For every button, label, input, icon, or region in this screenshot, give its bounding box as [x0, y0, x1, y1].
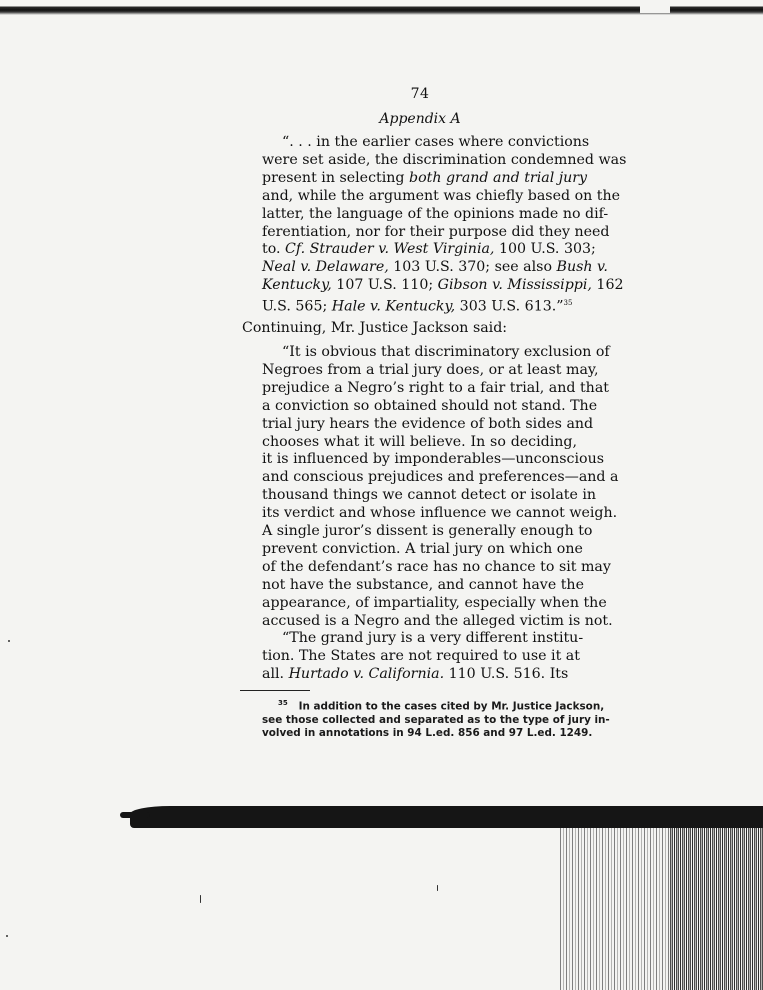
scan-top-border [0, 0, 763, 16]
footnote-line: $^{35}$ In addition to the cases cited by Mr. Justice Jackson, [278, 699, 605, 713]
text-line: all. Hurtado v. California. 110 U.S. 516. Its [262, 665, 569, 682]
text-line: prejudice a Negro’s right to a fair trial, and that [262, 379, 609, 396]
text-line: were set aside, the discrimination condemned was [262, 151, 627, 168]
text-line: trial jury hears the evidence of both sides and [262, 415, 594, 432]
text-line: chooses what it will believe. In so deciding, [262, 433, 577, 450]
text-line: not have the substance, and cannot have the [262, 576, 584, 593]
text-line: U.S. 565; Hale v. Kentucky, 303 U.S. 613.”$^{35}$ [262, 298, 573, 315]
text-line: thousand things we cannot detect or isolate in [262, 487, 597, 504]
text-line: of the defendant’s race has no chance to sit may [262, 558, 611, 575]
text-line: it is influenced by imponderables—unconscious [262, 451, 605, 468]
text-line: Neal v. Delaware, 103 U.S. 370; see also Bush v. [262, 259, 608, 276]
scan-speck [200, 895, 201, 903]
text-line: present in selecting both grand and trial jury [262, 169, 588, 186]
footnote-divider [240, 690, 310, 691]
text-line: a conviction so obtained should not stand. The [262, 397, 598, 414]
text-line: and, while the argument was chiefly based on the [262, 187, 620, 204]
appendix-title: Appendix A [379, 111, 461, 127]
text-line: accused is a Negro and the alleged victim is not. [262, 612, 613, 629]
scan-speck [8, 640, 10, 642]
text-line: “It is obvious that discriminatory exclusion of [282, 344, 610, 360]
page-number: 74 [410, 86, 430, 102]
scan-bottom-border [130, 806, 763, 828]
footnote-line: see those collected and separated as to the type of jury in- [262, 713, 610, 726]
text-line: tion. The States are not required to use it at [262, 647, 580, 664]
footnote-marker: 35 [278, 699, 288, 707]
text-line: “. . . in the earlier cases where convictions [282, 134, 590, 150]
scan-speck [437, 885, 438, 891]
text-line: to. Cf. Strauder v. West Virginia, 100 U.S. 303; [262, 241, 596, 258]
text-line: Kentucky, 107 U.S. 110; Gibson v. Mississippi, 162 [262, 277, 624, 294]
footnote-line: volved in annotations in 94 L.ed. 856 and 97 L.ed. 1249. [262, 727, 593, 740]
footnote [262, 697, 610, 741]
continuing-line: Continuing, Mr. Justice Jackson said: [242, 320, 508, 336]
text-line: latter, the language of the opinions made no dif- [262, 205, 609, 222]
scan-speck [6, 935, 8, 937]
quoted-paragraph-grand-jury [262, 630, 584, 684]
footnote-reference: 35 [563, 299, 573, 308]
text-line: “The grand jury is a very different institu- [282, 630, 584, 646]
quoted-paragraph-trial-jury [262, 344, 619, 631]
text-line: ferentiation, nor for their purpose did they need [262, 223, 610, 240]
text-line: and conscious prejudices and preferences—and a [262, 469, 619, 486]
text-line: appearance, of impartiality, especially when the [262, 594, 607, 611]
text-line: prevent conviction. A trial jury on which one [262, 540, 583, 557]
text-line: A single juror’s dissent is generally enough to [262, 523, 593, 540]
quoted-paragraph-earlier-cases [262, 134, 627, 317]
scan-noise-streaks [560, 828, 763, 990]
text-line: Negroes from a trial jury does, or at least may, [262, 361, 599, 378]
text-line: its verdict and whose influence we cannot weigh. [262, 505, 618, 522]
